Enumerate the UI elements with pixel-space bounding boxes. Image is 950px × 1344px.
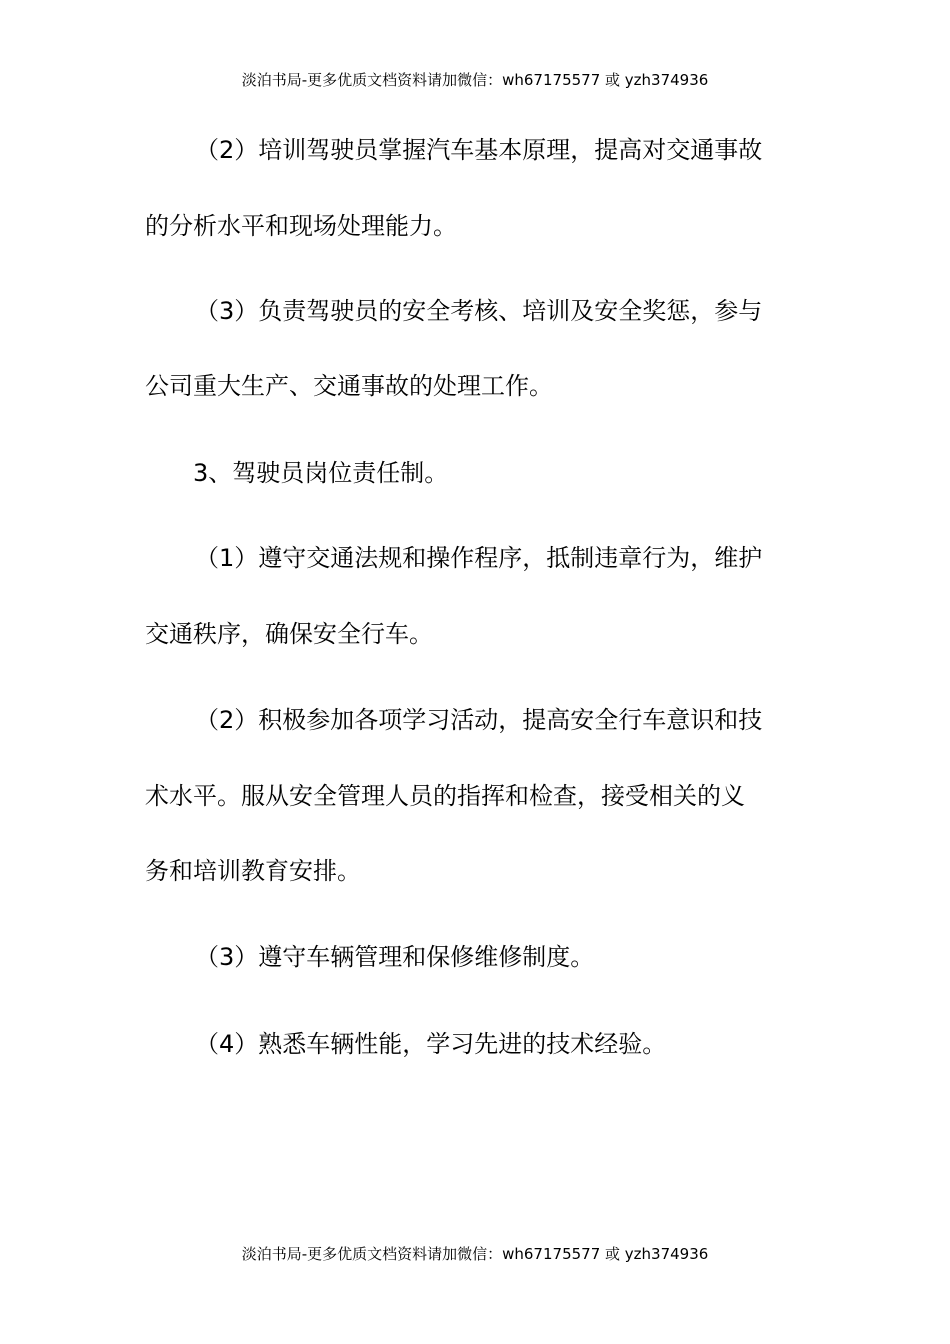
page-footer-watermark: 淡泊书局-更多优质文档资料请加微信：wh67175577 或 yzh374936 xyxy=(241,1245,709,1263)
section-heading: 3、驾驶员岗位责任制。 xyxy=(193,459,449,487)
paragraph-line: 公司重大生产、交通事故的处理工作。 xyxy=(145,372,553,400)
paragraph-line: 务和培训教育安排。 xyxy=(145,857,361,885)
paragraph-line: （1）遵守交通法规和操作程序，抵制违章行为，维护 xyxy=(195,544,763,572)
paragraph-line: 的分析水平和现场处理能力。 xyxy=(145,212,457,240)
paragraph-line: 交通秩序，确保安全行车。 xyxy=(145,620,433,648)
page-header-watermark: 淡泊书局-更多优质文档资料请加微信：wh67175577 或 yzh374936 xyxy=(241,71,709,89)
paragraph-line: （3）负责驾驶员的安全考核、培训及安全奖惩，参与 xyxy=(195,297,763,325)
paragraph-line: （4）熟悉车辆性能，学习先进的技术经验。 xyxy=(195,1030,667,1058)
paragraph-line: （3）遵守车辆管理和保修维修制度。 xyxy=(195,943,595,971)
paragraph-line: （2）积极参加各项学习活动，提高安全行车意识和技 xyxy=(195,706,763,734)
paragraph-line: （2）培训驾驶员掌握汽车基本原理，提高对交通事故 xyxy=(195,136,763,164)
paragraph-line: 术水平。服从安全管理人员的指挥和检查，接受相关的义 xyxy=(145,782,745,810)
